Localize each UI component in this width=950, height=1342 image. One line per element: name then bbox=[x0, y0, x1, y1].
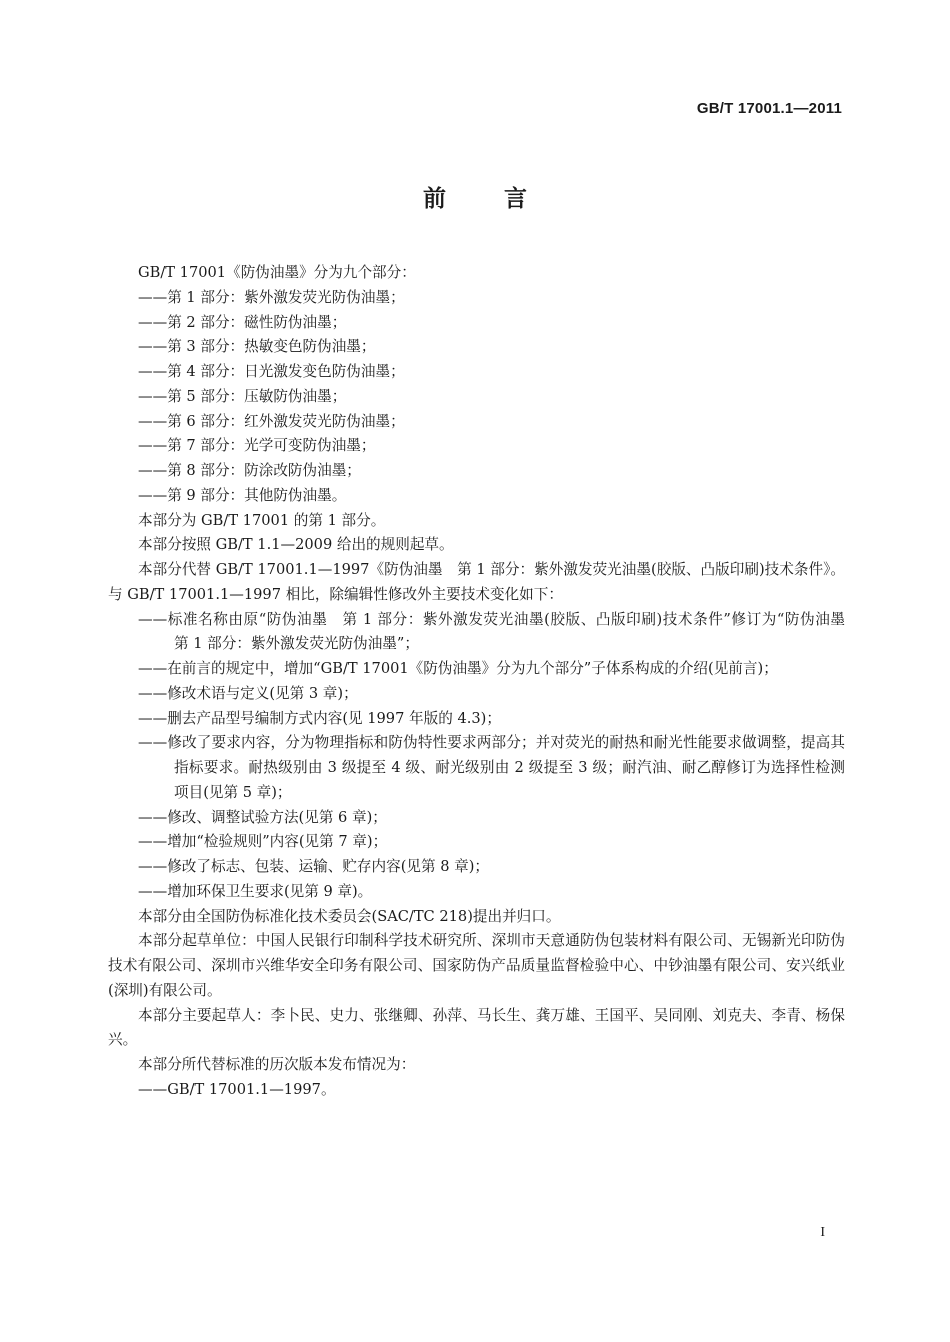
list-item: ——修改了要求内容，分为物理指标和防伪特性要求两部分；并对荧光的耐热和耐光性能要求做调整，提高其指标要求。耐热级别由 3 级提至 4 级、耐光级别由 2 级提至 3 级；耐汽油、耐乙醇修订为选择性检测项目(见第 5 章)； bbox=[138, 734, 845, 801]
page-number: I bbox=[820, 1225, 825, 1240]
list-item: ——增加环保卫生要求(见第 9 章)。 bbox=[138, 882, 373, 900]
list-item: ——增加“检验规则”内容(见第 7 章)； bbox=[138, 833, 388, 851]
list-item: ——删去产品型号编制方式内容(见 1997 年版的 4.3)； bbox=[138, 709, 501, 727]
list-item: ——第 3 部分：热敏变色防伪油墨； bbox=[138, 338, 376, 356]
list-item: ——第 1 部分：紫外激发荧光防伪油墨； bbox=[138, 288, 405, 306]
list-item: ——第 5 部分：压敏防伪油墨； bbox=[138, 387, 347, 405]
paragraph: 本部分为 GB/T 17001 的第 1 部分。 bbox=[138, 511, 386, 529]
list-item: ——在前言的规定中，增加“GB/T 17001《防伪油墨》分为九个部分”子体系构成的介绍(见前言)； bbox=[138, 660, 778, 677]
list-item: ——第 9 部分：其他防伪油墨。 bbox=[138, 486, 347, 504]
page-title: 前言 bbox=[423, 186, 585, 212]
list-item: ——修改、调整试验方法(见第 6 章)； bbox=[138, 808, 387, 826]
list-item: ——第 2 部分：磁性防伪油墨； bbox=[138, 313, 347, 331]
list-item: ——修改术语与定义(见第 3 章)； bbox=[138, 684, 358, 702]
paragraph: 本部分起草单位：中国人民银行印制科学技术研究所、深圳市天意通防伪包装材料有限公司、无锡新光印防伪技术有限公司、深圳市兴维华安全印务有限公司、国家防伪产品质量监督检验中心、中钞油墨有限公司、安兴纸业(深圳)有限公司。 bbox=[108, 932, 845, 999]
paragraph: 本部分由全国防伪标准化技术委员会(SAC/TC 218)提出并归口。 bbox=[138, 907, 561, 925]
list-item: ——标准名称由原“防伪油墨 第 1 部分：紫外激发荧光油墨(胶版、凸版印刷)技术条件”修订为“防伪油墨 第 1 部分：紫外激发荧光防伪油墨”； bbox=[138, 610, 860, 653]
paragraph: 本部分主要起草人：李卜民、史力、张继卿、孙萍、马长生、龚万雄、王国平、吴同刚、刘克夫、李青、杨保兴。 bbox=[108, 1006, 845, 1049]
paragraph: 本部分按照 GB/T 1.1—2009 给出的规则起草。 bbox=[138, 536, 454, 554]
standard-number: GB/T 17001.1—2011 bbox=[696, 100, 842, 117]
list-item: ——GB/T 17001.1—1997。 bbox=[138, 1080, 336, 1098]
paragraph: 本部分所代替标准的历次版本发布情况为： bbox=[138, 1056, 416, 1073]
foreword-body bbox=[108, 261, 860, 1103]
list-item: ——第 8 部分：防涂改防伪油墨； bbox=[138, 462, 361, 479]
paragraph: GB/T 17001《防伪油墨》分为九个部分： bbox=[138, 264, 416, 281]
list-item: ——第 4 部分：日光激发变色防伪油墨； bbox=[138, 363, 405, 380]
paragraph: 本部分代替 GB/T 17001.1—1997《防伪油墨 第 1 部分：紫外激发荧光油墨(胶版、凸版印刷)技术条件》。与 GB/T 17001.1—1997 相比，除编辑性修改外主要技术变化如下： bbox=[108, 561, 845, 603]
list-item: ——第 7 部分：光学可变防伪油墨； bbox=[138, 437, 376, 455]
list-item: ——第 6 部分：红外激发荧光防伪油墨； bbox=[138, 412, 405, 430]
list-item: ——修改了标志、包装、运输、贮存内容(见第 8 章)； bbox=[138, 858, 490, 875]
